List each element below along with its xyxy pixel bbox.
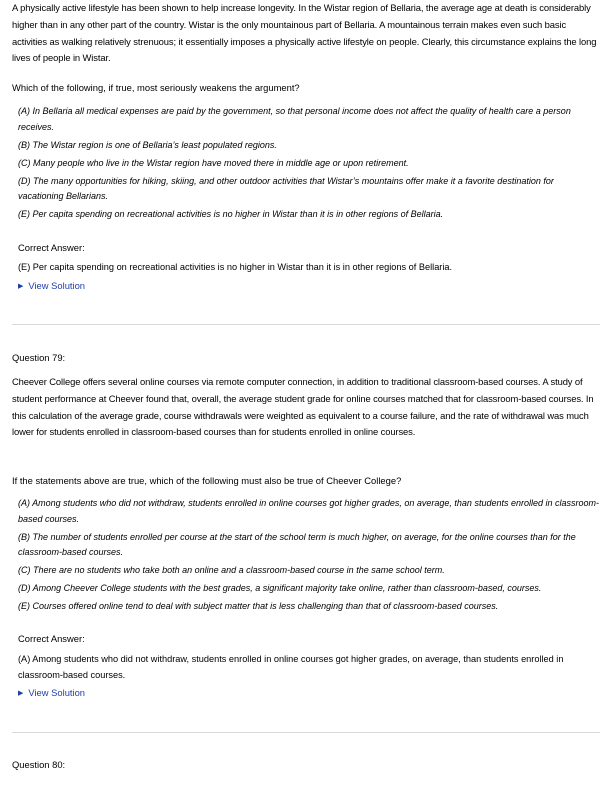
q78-passage: A physically active lifestyle has been shown to help increase longevity. In the Wistar region of Bellaria, the average age at death is considerably higher than in any other part of the country. Wistar is the only mountainous part of Bellaria. A mountainous terrain makes even such basic activities as walking relatively strenuous; it essentially imposes a physically active lifestyle on people. Clearly, this circumstance explains the long lives of people in Wistar. [12, 2, 597, 64]
divider [12, 732, 600, 733]
q79-correct-label: Correct Answer: [18, 633, 85, 644]
q79-passage: Cheever College offers several online courses via remote computer connection, in addition to traditional classroom-based courses. A study of student performance at Cheever found that, overall, the average student grade for online courses matched that for classroom-based courses. In this calculation of the average grade, course withdrawals were weighted as equivalent to a course failure, and the rate of withdrawal was much lower for students enrolled in classroom-based courses than for students enrolled in online courses. [12, 376, 594, 438]
view-solution-label: View Solution [28, 687, 86, 698]
q78-choice-b[interactable]: (B) The Wistar region is one of Bellaria’s least populated regions. [18, 139, 277, 150]
q78-choice-d[interactable]: (D) The many opportunities for hiking, skiing, and other outdoor activities that Wistar’s mountains offer make it a favorite destination for vacationing Bellarians. [18, 175, 554, 201]
q79-choices [18, 496, 600, 617]
q78-choice-a[interactable]: (A) In Bellaria all medical expenses are paid by the government, so that personal income does not affect the quality of health care a person receives. [18, 106, 571, 132]
q79-view-solution-link[interactable] [18, 687, 85, 698]
q78-correct-label: Correct Answer: [18, 242, 85, 253]
divider [12, 324, 600, 325]
q79-choice-c[interactable]: (C) There are no students who take both an online and a classroom-based course in the same school term. [18, 565, 445, 575]
q78-choice-c[interactable]: (C) Many people who live in the Wistar region have moved there in middle age or upon retirement. [18, 157, 409, 168]
q79-heading: Question 79: [12, 352, 66, 363]
q78-choices [18, 104, 600, 225]
q80-heading: Question 80: [12, 759, 66, 770]
q79-choice-d[interactable]: (D) Among Cheever College students with the best grades, a significant majority take online, rather than classroom-based, courses. [18, 583, 542, 593]
q79-prompt: If the statements above are true, which of the following must also be true of Cheever College? [12, 475, 402, 486]
q79-choice-e[interactable]: (E) Courses offered online tend to deal with subject matter that is less challenging than that of classroom-based courses. [18, 601, 499, 611]
q79-correct-answer: (A) Among students who did not withdraw, students enrolled in online courses got higher grades, on average, than students enrolled in classroom-based courses. [18, 654, 564, 680]
view-solution-label: View Solution [28, 280, 86, 291]
q78-correct-answer: (E) Per capita spending on recreational activities is no higher in Wistar than it is in other regions of Bellaria. [18, 262, 453, 272]
q79-choice-b[interactable]: (B) The number of students enrolled per course at the start of the school term is much higher, on average, for the online courses than for the classroom-based courses. [18, 531, 576, 557]
q78-view-solution-link[interactable] [18, 280, 85, 291]
q79-choice-a[interactable]: (A) Among students who did not withdraw, students enrolled in online courses got higher grades, on average, than students enrolled in classroom-based courses. [18, 498, 600, 524]
q78-prompt: Which of the following, if true, most seriously weakens the argument? [12, 82, 300, 93]
play-triangle-icon: ▶ [18, 690, 24, 697]
q78-choice-e[interactable]: (E) Per capita spending on recreational activities is no higher in Wistar than it is in other regions of Bellaria. [18, 209, 444, 219]
play-triangle-icon: ▶ [18, 283, 24, 290]
